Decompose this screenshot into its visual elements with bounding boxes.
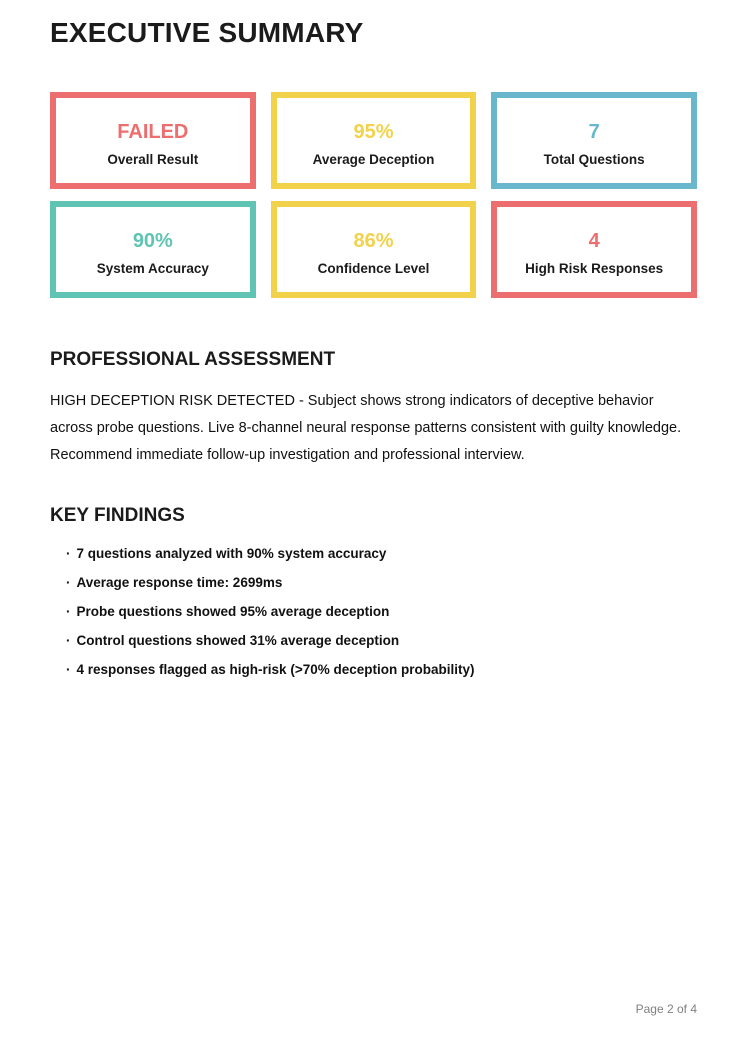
stat-card-average-deception <box>271 92 477 189</box>
stat-value: FAILED <box>117 121 189 144</box>
stat-label: Total Questions <box>543 152 645 168</box>
list-item <box>66 547 697 561</box>
stat-value: 90% <box>132 230 173 253</box>
summary-stat-cards <box>50 92 697 298</box>
key-findings-heading: KEY FINDINGS <box>50 504 185 526</box>
professional-assessment-body: HIGH DECEPTION RISK DETECTED - Subject shows strong indicators of deceptive behavior across probe questions. Live 8-channel neural response patterns consistent with guilty knowledge. Recommend immediate follow-up investigation and professional interview. <box>50 392 682 463</box>
stat-value: 7 <box>588 121 600 144</box>
stat-label: Average Deception <box>312 152 435 168</box>
stat-card-overall-result <box>50 92 256 189</box>
professional-assessment-heading: PROFESSIONAL ASSESSMENT <box>50 348 336 370</box>
stat-value: 4 <box>588 230 600 253</box>
bullet-icon: · <box>66 633 71 649</box>
bullet-icon: · <box>66 662 71 678</box>
stat-card-high-risk-responses <box>491 201 697 298</box>
stat-label: System Accuracy <box>96 261 209 277</box>
stat-value: 95% <box>353 121 394 144</box>
list-item <box>66 605 697 619</box>
stat-label: High Risk Responses <box>525 261 664 277</box>
stat-label: Overall Result <box>107 152 199 168</box>
finding-text: Probe questions showed 95% average deception <box>76 604 390 620</box>
page-number: Page 2 of 4 <box>635 1002 697 1016</box>
list-item <box>66 663 697 677</box>
key-findings-list <box>50 547 697 677</box>
key-findings-section <box>50 505 697 678</box>
list-item <box>66 576 697 590</box>
finding-text: 4 responses flagged as high-risk (>70% deception probability) <box>76 662 475 678</box>
finding-text: Average response time: 2699ms <box>76 575 283 591</box>
stat-card-total-questions <box>491 92 697 189</box>
finding-text: Control questions showed 31% average deception <box>76 633 400 649</box>
page-title: EXECUTIVE SUMMARY <box>50 17 364 48</box>
list-item <box>66 634 697 648</box>
stat-card-confidence-level <box>271 201 477 298</box>
bullet-icon: · <box>66 575 71 591</box>
bullet-icon: · <box>66 546 71 562</box>
stat-card-system-accuracy <box>50 201 256 298</box>
professional-assessment-section <box>50 349 697 469</box>
stat-label: Confidence Level <box>317 261 430 277</box>
bullet-icon: · <box>66 604 71 620</box>
finding-text: 7 questions analyzed with 90% system accuracy <box>76 546 387 562</box>
stat-value: 86% <box>353 230 394 253</box>
